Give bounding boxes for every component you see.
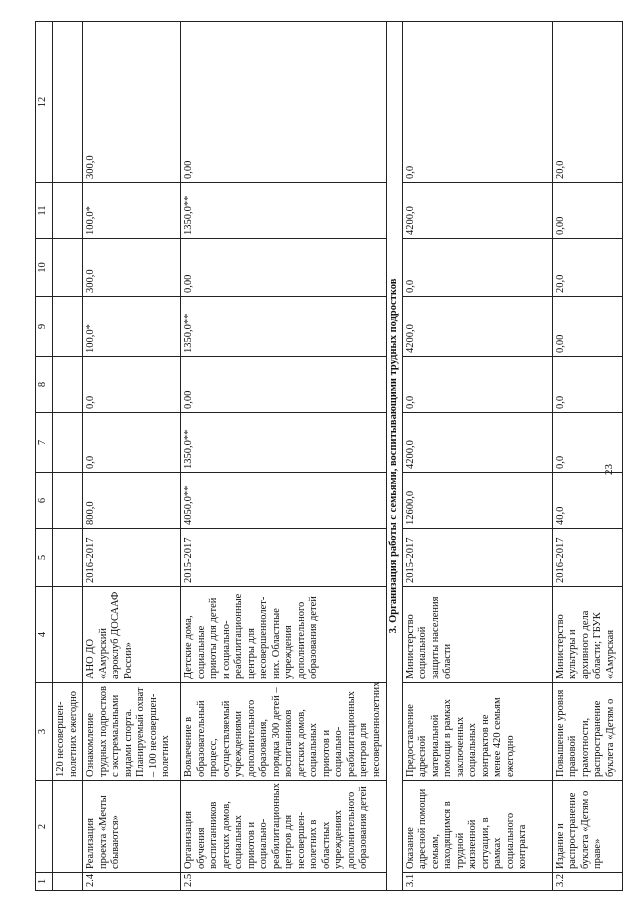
page-number: 23 (603, 464, 615, 475)
row-number: 2.4 (83, 873, 181, 891)
table-row (181, 22, 387, 891)
col-header: 11 (36, 183, 53, 239)
value-2015-regional: 0,0 (83, 413, 181, 473)
value-2016-other: 0,00 (181, 239, 387, 297)
value-2016-regional: 4200,0 (402, 297, 552, 357)
col-header: 3 (36, 683, 53, 781)
content-cell: 120 несовершен-нолетних ежегодно (53, 683, 83, 781)
value-2017-other: 20,0 (552, 22, 622, 183)
measure-name: Издание и распространение буклета «Детям о праве» (552, 781, 622, 873)
value-2015-regional: 0,0 (552, 413, 622, 473)
period: 2016-2017 (83, 529, 181, 587)
value-2017-regional: 4200,0 (402, 183, 552, 239)
measure-content: Повышение уровня правовой грамотности, распространение буклета «Детям о (552, 683, 622, 781)
measure-content: Вовлечение в образовательный процесс, осуществляемый учреждениями дополнительного образования, порядка 300 детей – воспитанников детских домов, социальных приютов и социально-реабилитационных центров для несовершеннолетних (181, 683, 387, 781)
col-header: 5 (36, 529, 53, 587)
value-2015-other: 0,0 (552, 357, 622, 413)
total-value: 4050,0** (181, 473, 387, 529)
col-header: 6 (36, 473, 53, 529)
measure-content: Предоставление адресной материальной помощи в рамках заключенных социальных контрактов не менее 420 семьям ежегодно (402, 683, 552, 781)
value-2017-other: 300,0 (83, 22, 181, 183)
program-table (35, 21, 623, 891)
row-number: 2.5 (181, 873, 387, 891)
value-2016-other: 0,0 (402, 239, 552, 297)
value-2015-regional: 1350,0** (181, 413, 387, 473)
section-heading-row (387, 22, 403, 891)
total-value: 40,0 (552, 473, 622, 529)
total-value: 12600,0 (402, 473, 552, 529)
value-2016-regional: 0,00 (552, 297, 622, 357)
table-row (83, 22, 181, 891)
value-2015-other: 0,0 (402, 357, 552, 413)
executor: Министерство культуры и архивного дела области; ГБУК «Амурская (552, 587, 622, 683)
period: 2015-2017 (402, 529, 552, 587)
value-2017-regional: 1350,0** (181, 183, 387, 239)
row-number: 3.2 (552, 873, 622, 891)
value-2017-regional: 0,00 (552, 183, 622, 239)
total-value: 800,0 (83, 473, 181, 529)
value-2016-regional: 100,0* (83, 297, 181, 357)
column-number-row (36, 22, 53, 891)
table-row (402, 22, 552, 891)
row-number: 3.1 (402, 873, 552, 891)
executor: Министерство социальной защиты населения области (402, 587, 552, 683)
value-2017-other: 0,00 (181, 22, 387, 183)
value-2016-regional: 1350,0** (181, 297, 387, 357)
value-2015-other: 0,00 (181, 357, 387, 413)
executor: АНО ДО «Амурский аэроклуб ДОСААФ России» (83, 587, 181, 683)
measure-name: Реализация проекта «Мечты сбываются» (83, 781, 181, 873)
col-header: 8 (36, 357, 53, 413)
table-row-continuation (53, 22, 83, 891)
value-2015-regional: 4200,0 (402, 413, 552, 473)
executor: Детские дома, социальные приюты для детей и социально-реабилитационные центры для несовершеннолет-них. Областные учреждения дополнительного образования детей (181, 587, 387, 683)
measure-content: Ознакомление трудных подростков с экстремальными видами спорта. Планируемый охват – 100 несовершен-нолетних (83, 683, 181, 781)
table-row (552, 22, 622, 891)
col-header: 1 (36, 873, 53, 891)
value-2016-other: 300,0 (83, 239, 181, 297)
section-title: 3. Организация работы с семьями, воспитывающими трудных подростков (387, 22, 403, 891)
col-header: 2 (36, 781, 53, 873)
col-header: 10 (36, 239, 53, 297)
measure-name: Оказание адресной помощи семьям, находящимся в трудной жизненной ситуации, в рамках социального контракта (402, 781, 552, 873)
value-2017-other: 0,0 (402, 22, 552, 183)
col-header: 9 (36, 297, 53, 357)
value-2015-other: 0,0 (83, 357, 181, 413)
col-header: 4 (36, 587, 53, 683)
period: 2015-2017 (181, 529, 387, 587)
col-header: 12 (36, 22, 53, 183)
measure-name: Организация обучения воспитанников детских домов, социальных приютов и социально-реабилитационных центров для несовершен-нолетних в областных учреждениях дополнительного образования детей (181, 781, 387, 873)
value-2016-other: 20,0 (552, 239, 622, 297)
period: 2016-2017 (552, 529, 622, 587)
value-2017-regional: 100,0* (83, 183, 181, 239)
col-header: 7 (36, 413, 53, 473)
